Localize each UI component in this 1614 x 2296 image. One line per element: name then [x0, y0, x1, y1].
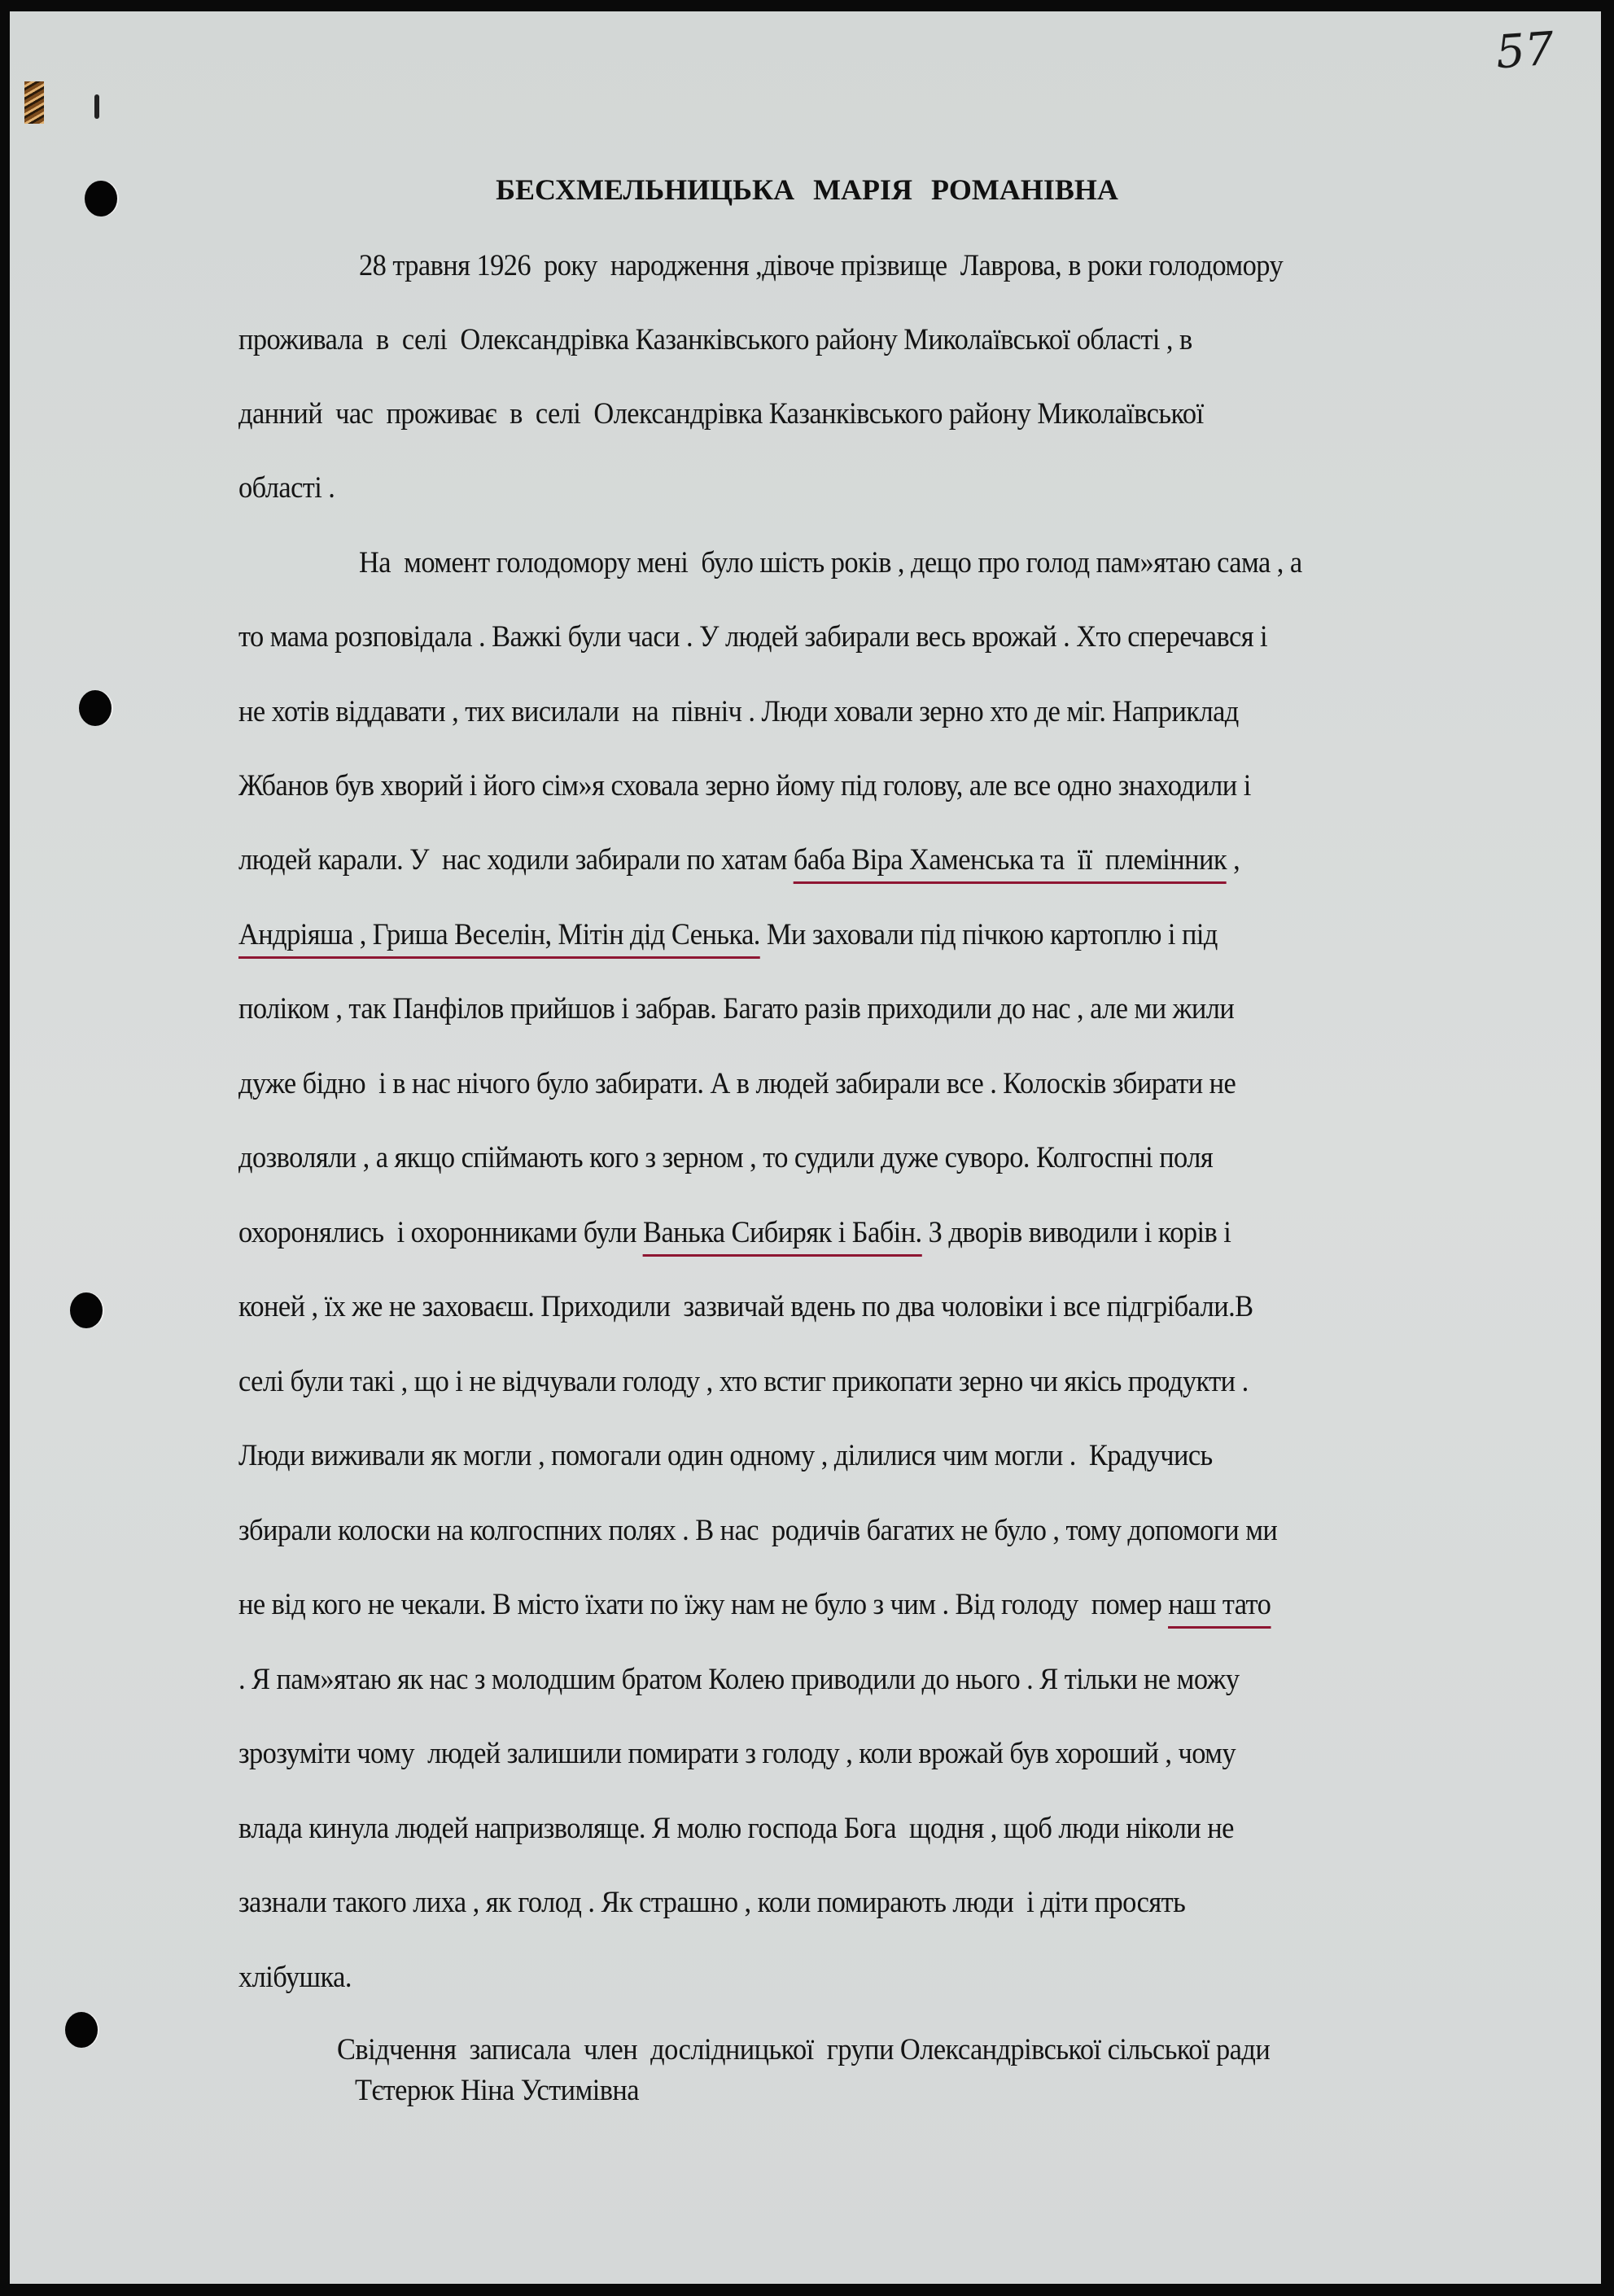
text-segment: області . [238, 471, 335, 505]
text-segment: то мама розповідала . Важкі були часи . У людей забирали весь врожай . Хто сперечався і [238, 620, 1268, 654]
text-segment: збирали колоски на колгоспних полях . В нас родичів багатих не було , тому допомоги ми [238, 1514, 1278, 1547]
text-line [238, 917, 1218, 952]
punch-hole [70, 1292, 103, 1328]
text-line [238, 1811, 1234, 1846]
text-line [238, 1438, 1213, 1473]
text-line [238, 1289, 1253, 1324]
text-segment: влада кинула людей напризволяще. Я молю господа Бога щодня , щоб люди ніколи не [238, 1812, 1234, 1845]
punch-hole [79, 690, 112, 726]
text-line [359, 248, 1283, 283]
underlined-text: наш тато [1168, 1588, 1271, 1629]
text-line [238, 991, 1234, 1026]
page-number: 57 [1494, 22, 1556, 80]
text-segment: данний час проживає в селі Олександрівка Казанківського району Миколаївської [238, 397, 1204, 431]
paper-stain [24, 81, 44, 124]
text-segment: охоронялись і охоронниками були [238, 1216, 644, 1249]
text-segment: Люди виживали як могли , помогали один одному , ділилися чим могли . Крадучись [238, 1439, 1213, 1472]
signature-line-1: Свідчення записала член дослідницької групи Олександрівської сільської ради [337, 2033, 1271, 2066]
text-segment: селі були такі , що і не відчували голоду , хто встиг прикопати зерно чи якісь продукти . [238, 1365, 1249, 1398]
text-line [238, 1140, 1213, 1175]
text-segment: 28 травня 1926 року народження ,дівоче прізвище Лаврова, в роки голодомору [359, 249, 1284, 282]
text-line [238, 1960, 352, 1995]
text-segment: З дворів виводили і корів і [921, 1216, 1231, 1249]
text-segment: не від кого не чекали. В місто їхати по їжу нам не було з чим . Від голоду помер [238, 1588, 1169, 1621]
text-line [238, 1736, 1236, 1771]
text-segment: зазнали такого лиха , як голод . Як страшно , коли помирають люди і діти просять [238, 1886, 1186, 1919]
signature-line-2: Тєтерюк Ніна Устимівна [355, 2074, 639, 2107]
text-segment: , [1227, 843, 1240, 877]
text-line [238, 619, 1267, 654]
text-line [238, 1364, 1249, 1399]
punch-hole [65, 2012, 98, 2048]
ink-mark [94, 94, 99, 119]
text-segment: Жбанов був хворий і його сім»я сховала зерно йому під голову, але все одно знаходили і [238, 769, 1251, 803]
text-segment: дуже бідно і в нас нічого було забирати. А в людей забирали все . Колосків збирати не [238, 1067, 1236, 1100]
text-line [238, 396, 1204, 431]
text-line [238, 470, 335, 505]
text-segment: коней , їх же не заховаєш. Приходили зазвичай вдень по два чоловіки і все підгрібали.В [238, 1290, 1253, 1323]
text-line [238, 1513, 1277, 1548]
text-segment: дозволяли , а якщо спіймають кого з зерном , то судили дуже суворо. Колгоспні поля [238, 1141, 1214, 1174]
text-line [238, 842, 1240, 877]
text-line [238, 322, 1192, 357]
text-segment: не хотів віддавати , тих висилали на північ . Люди ховали зерно хто де міг. Наприклад [238, 695, 1239, 728]
text-segment: зрозуміти чому людей залишили помирати з голоду , коли врожай був хороший , чому [238, 1737, 1236, 1770]
text-segment: Ми заховали під пічкою картоплю і під [759, 918, 1218, 951]
text-line [238, 1587, 1271, 1622]
text-line [238, 1066, 1236, 1101]
text-line [238, 768, 1251, 803]
text-segment: На момент голодомору мені було шість років , дещо про голод пам»ятаю сама , а [359, 546, 1302, 579]
text-segment: . Я пам»ятаю як нас з молодшим братом Колею приводили до нього . Я тільки не можу [238, 1663, 1240, 1696]
text-line [238, 1885, 1185, 1920]
underlined-text: баба Віра Хаменська та її племінник [794, 843, 1227, 884]
underlined-text: Ванька Сибиряк і Бабін. [643, 1216, 922, 1257]
text-line [238, 694, 1239, 729]
underlined-text: Андріяша , Гриша Веселін, Мітін дід Сенька. [238, 918, 760, 959]
text-segment: людей карали. У нас ходили забирали по хатам [238, 843, 794, 877]
text-segment: хлібушка. [238, 1961, 352, 1994]
text-segment: поліком , так Панфілов прийшов і забрав. Багато разів приходили до нас , але ми жили [238, 992, 1235, 1026]
text-line [238, 1215, 1231, 1250]
text-segment: проживала в селі Олександрівка Казанківського району Миколаївської області , в [238, 323, 1192, 356]
document-title: БЕСХМЕЛЬНИЦЬКА МАРІЯ РОМАНІВНА [496, 173, 1118, 206]
text-line [238, 1662, 1239, 1697]
text-line [359, 545, 1302, 580]
